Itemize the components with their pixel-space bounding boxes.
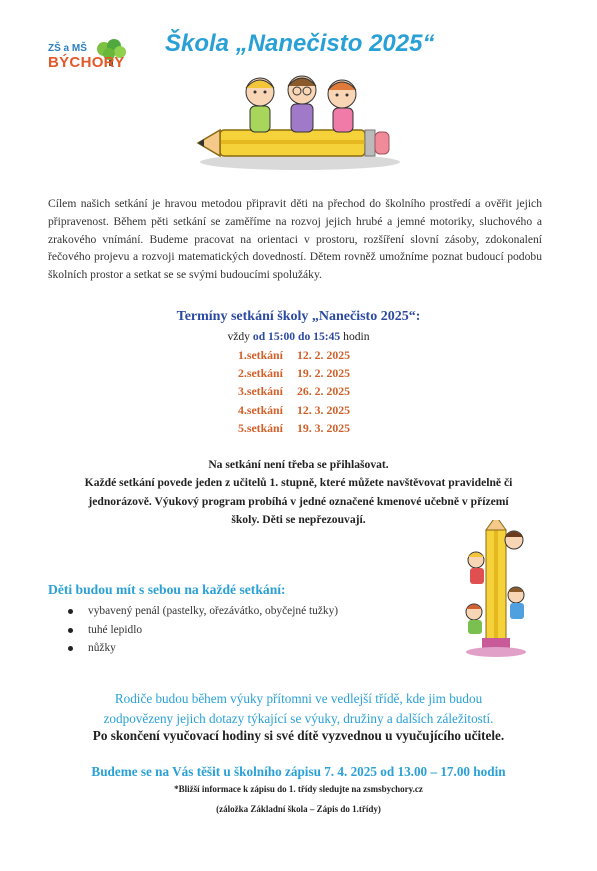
session-date: 19. 2. 2025	[296, 366, 351, 381]
session-row	[238, 346, 350, 364]
session-date: 12. 3. 2025	[296, 402, 351, 417]
session-date: 12. 2. 2025	[296, 348, 351, 362]
list-item	[68, 602, 338, 621]
notice-line: Na setkání není třeba se přihlašovat.	[208, 458, 389, 471]
notice-line: jednorázově. Výukový program probíhá v jedné označené kmenové učebně v přízemí	[88, 494, 509, 508]
item-text: nůžky	[88, 642, 116, 654]
time-from: 15:00	[268, 330, 296, 343]
kids-on-pencil-illustration	[190, 70, 405, 175]
logo-subtitle: ZŠ a MŠ	[48, 43, 87, 54]
page-title: Škola „Nanečisto 2025“	[165, 30, 435, 57]
session-label: 3.setkání	[238, 384, 283, 399]
schedule-time	[0, 330, 597, 343]
list-item	[68, 639, 338, 658]
session-date: 19. 3. 2025	[296, 420, 351, 435]
session-row	[238, 401, 350, 419]
schedule-list	[238, 346, 350, 437]
footnote-info: *Bližší informace k zápisu do 1. třídy sledujte na zsmsbychory.cz	[174, 784, 423, 794]
logo-name: BÝCHORY	[48, 54, 125, 71]
session-row	[238, 382, 350, 400]
session-row	[238, 364, 350, 382]
session-label: 2.setkání	[238, 366, 283, 381]
items-title: Děti budou mít s sebou na každé setkání:	[48, 582, 286, 597]
school-logo	[46, 38, 134, 88]
time-to-label: do	[298, 330, 311, 343]
schedule-title: Termíny setkání školy „Nanečisto 2025“:	[176, 309, 421, 324]
time-prefix: vždy	[227, 330, 250, 343]
kids-climbing-pencil-illustration	[458, 520, 538, 660]
list-item	[68, 621, 338, 640]
pickup-info: Po skončení vyučovací hodiny si své dítě vyzvednou u vyučujícího učitele.	[92, 728, 505, 743]
parents-line: Rodiče budou během výuky přítomni ve vedlejší třídě, kde jim budou	[114, 691, 483, 706]
bullet-icon	[68, 609, 73, 614]
closing-text: Budeme se na Vás těšit u školního zápisu 7. 4. 2025 od 13.00 – 17.00 hodin	[91, 764, 506, 779]
parents-info	[20, 689, 577, 728]
session-label: 1.setkání	[238, 348, 283, 362]
session-label: 4.setkání	[238, 402, 283, 417]
intro-paragraph: Cílem našich setkání je hravou metodou připravit děti na přechod do školního prostředí a ověřit jejich připravenost. Během pěti setkání se zaměříme na rozvoj jejich hrubé a jemné motoriky, sluchového a zrakového vnímání. Budeme pracovat na orientaci v prostoru, rozšíření slovní zásoby, zdokonalení řečového projevu a rozvoji matematických dovedností. Dětem rovněž umožníme poznat budoucí podobu školních prostor a setkat se se svými budoucími spolužáky.	[48, 197, 542, 282]
session-label: 5.setkání	[238, 420, 283, 435]
items-list	[68, 602, 338, 658]
notice-line: Každé setkání povede jeden z učitelů 1. stupně, které můžete navštěvovat pravidelně či	[84, 476, 513, 490]
parents-line: zodpovězeny jejich dotazy týkající se výuky, družiny a dalších záležitostí.	[103, 710, 494, 726]
notice-block	[30, 456, 567, 530]
footnote-tab: (záložka Základní škola – Zápis do 1.třídy)	[216, 804, 381, 814]
bullet-icon	[68, 646, 73, 651]
time-from-label: od	[252, 330, 266, 343]
item-text: tuhé lepidlo	[88, 623, 143, 636]
notice-line: školy. Děti se nepřezouvají.	[231, 513, 366, 527]
session-row	[238, 419, 350, 437]
item-text: vybavený penál (pastelky, ořezávátko, obyčejné tužky)	[88, 605, 339, 617]
bullet-icon	[68, 628, 73, 633]
time-suffix: hodin	[343, 330, 370, 343]
session-date: 26. 2. 2025	[296, 384, 351, 399]
time-to: 15:45	[313, 330, 341, 343]
